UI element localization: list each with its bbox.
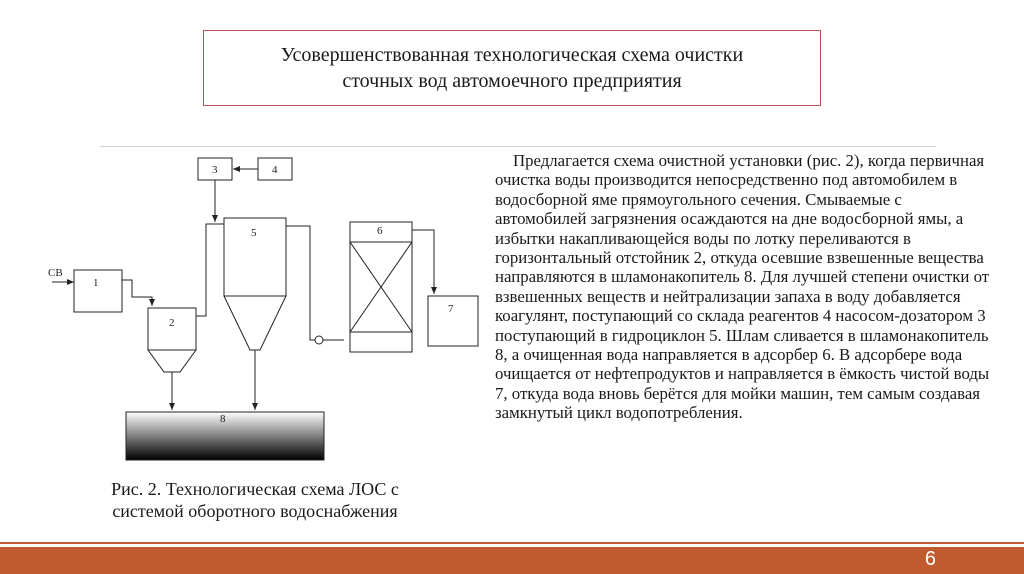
flow-5-pump: [286, 226, 315, 340]
body-paragraph: Предлагается схема очистной установки (рис. 2), когда первичная очистка воды производится непосредственно под автомобилем в водосборной яме прямоугольного сечения. Смываемые с автомобилей загрязнения осаждаются на дне водосборной ямы, а избытки накапливающейся воды по лотку переливаются в горизонтальный отстойник 2, откуда осевшие взвешенные вещества направляются в шламонакопитель 8. Для лучшей степени очистки от взвешенных веществ и нейтрализации запаха в воду добавляется коагулянт, поступающий со склада реагентов 4 насосом-дозатором 3 поступающий в гидроциклон 5. Шлам сливается в шламонакопитель 8, а очищенная вода направляется в адсорбер 6. В адсорбере вода очищается от нефтепродуктов и направляется в ёмкость чистой воды 7, откуда вода вновь берётся для мойки машин, тем самым создавая замкнутый цикл водопотребления.: [495, 151, 990, 423]
inlet-label: СВ: [48, 267, 63, 279]
caption-line-2: системой оборотного водоснабжения: [112, 501, 398, 521]
divider: [100, 146, 936, 147]
flow-2-5: [196, 224, 224, 316]
footer-bar: [0, 547, 1024, 574]
label-4: 4: [272, 164, 278, 176]
label-3: 3: [212, 164, 218, 176]
label-1: 1: [93, 277, 99, 289]
caption-line-1: Рис. 2. Технологическая схема ЛОС с: [111, 479, 399, 499]
cone-2: [148, 350, 196, 372]
pump-circle: [315, 336, 323, 344]
flow-6-7: [412, 230, 434, 294]
figure-caption: [90, 478, 420, 522]
label-5: 5: [251, 227, 257, 239]
body-text: [495, 151, 995, 423]
box-2: [148, 308, 196, 350]
title-line-2: сточных вод автомоечного предприятия: [342, 70, 682, 92]
label-8: 8: [220, 413, 226, 425]
flow-1-2: [122, 280, 152, 306]
label-2: 2: [169, 317, 175, 329]
footer-line: [0, 542, 1024, 544]
cone-5: [224, 296, 286, 350]
page-number: 6: [924, 548, 936, 570]
process-diagram: [40, 150, 490, 465]
label-6: 6: [377, 225, 383, 237]
title-line-1: Усовершенствованная технологическая схема очистки: [280, 44, 744, 66]
slide-title: [203, 30, 821, 106]
label-7: 7: [448, 303, 454, 315]
